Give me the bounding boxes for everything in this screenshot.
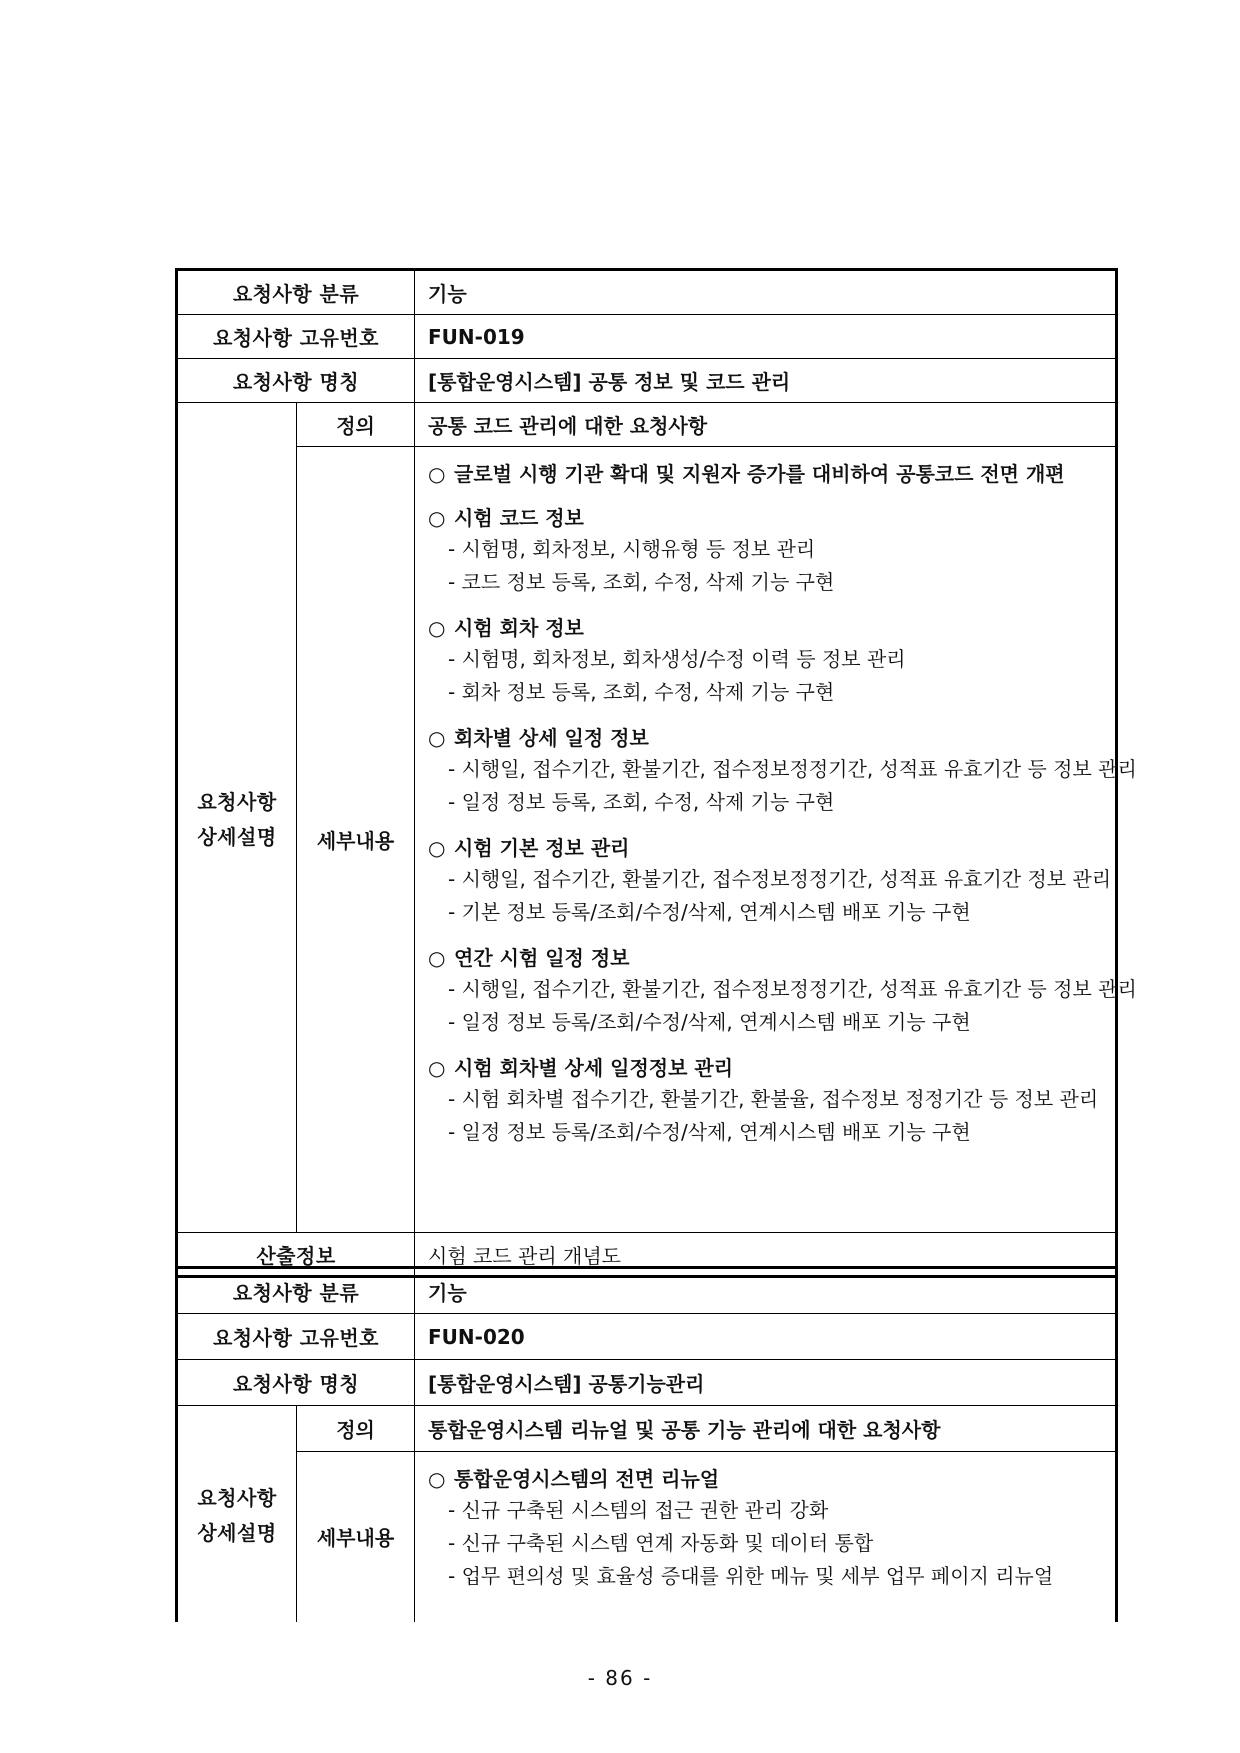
section-item: - 시행일, 접수기간, 환불기간, 접수정보정정기간, 성적표 유효기간 등 정보 관리 [448,977,1137,1001]
section-item: - 기본 정보 등록/조회/수정/삭제, 연계시스템 배포 기능 구현 [448,900,971,924]
content-value [415,447,1137,1233]
section-item: - 일정 정보 등록/조회/수정/삭제, 연계시스템 배포 기능 구현 [448,1120,971,1144]
section-heading [428,613,1105,643]
detail-section [428,943,1137,1039]
section-item: - 시험 회차별 접수기간, 환불기간, 환불율, 접수정보 정정기간 등 정보 관리 [448,1087,1099,1111]
section-item: - 업무 편의성 및 효율성 증대를 위한 메뉴 및 세부 업무 페이지 리뉴얼 [448,1564,1054,1588]
output-label: 산출정보 [177,1233,415,1277]
detail-label [177,403,297,1233]
row-content [177,447,1117,1233]
detail-label-line1: 요청사항 [197,789,277,814]
definition-value: 통합운영시스템 리뉴얼 및 공통 기능 관리에 대한 요청사항 [415,1406,1117,1452]
circle-bullet-icon: ○ [428,836,446,860]
row-name [177,359,1117,403]
content-label: 세부내용 [297,1452,415,1622]
page-number: - 86 - [587,1666,653,1690]
section-heading [428,943,1105,973]
row-content [177,1452,1117,1622]
circle-bullet-icon: ○ [428,1467,446,1491]
category-value: 기능 [415,270,1117,315]
row-category [177,1268,1117,1314]
section-item: - 시험명, 회차정보, 회차생성/수정 이력 등 정보 관리 [448,647,906,671]
detail-section [428,723,1137,819]
output-value: 시험 코드 관리 개념도 [415,1233,1117,1277]
section-list [428,459,1137,1149]
section-title: 회차별 상세 일정 정보 [454,726,649,750]
section-title: 시험 회차별 상세 일정정보 관리 [454,1056,734,1080]
section-title: 시험 회차 정보 [454,616,584,640]
definition-label: 정의 [297,403,415,447]
circle-bullet-icon: ○ [428,726,446,750]
detail-section [428,1464,1105,1593]
detail-label [177,1406,297,1622]
content-value [415,1452,1117,1622]
section-item: - 시험명, 회차정보, 시행유형 등 정보 관리 [448,537,816,561]
row-id [177,315,1117,359]
section-heading [428,1464,1105,1494]
name-label: 요청사항 명칭 [177,1360,415,1406]
detail-section [428,503,1105,599]
row-name [177,1360,1117,1406]
section-item: - 시행일, 접수기간, 환불기간, 접수정보정정기간, 성적표 유효기간 정보 관리 [448,867,1112,891]
section-heading [428,1053,1105,1083]
section-title: 글로벌 시행 기관 확대 및 지원자 증가를 대비하여 공통코드 전면 개편 [454,462,1065,486]
section-title: 시험 코드 정보 [454,506,584,530]
section-item: - 코드 정보 등록, 조회, 수정, 삭제 기능 구현 [448,570,835,594]
requirement-table-fun-020 [175,1266,1118,1622]
section-title: 연간 시험 일정 정보 [454,946,630,970]
section-item: - 신규 구축된 시스템의 접근 권한 관리 강화 [448,1498,829,1522]
id-label: 요청사항 고유번호 [177,315,415,359]
circle-bullet-icon: ○ [428,462,446,486]
section-item: - 일정 정보 등록/조회/수정/삭제, 연계시스템 배포 기능 구현 [448,1010,971,1034]
section-heading [428,459,1105,489]
detail-section [428,1053,1105,1149]
definition-label: 정의 [297,1406,415,1452]
circle-bullet-icon: ○ [428,1056,446,1080]
section-item: - 일정 정보 등록, 조회, 수정, 삭제 기능 구현 [448,790,835,814]
name-value: [통합운영시스템] 공통기능관리 [415,1360,1117,1406]
section-item: - 신규 구축된 시스템 연계 자동화 및 데이터 통합 [448,1531,874,1555]
row-definition [177,1406,1117,1452]
section-heading [428,833,1105,863]
section-title: 시험 기본 정보 관리 [454,836,630,860]
detail-section [428,613,1105,709]
circle-bullet-icon: ○ [428,616,446,640]
id-value: FUN-020 [415,1314,1117,1360]
definition-value: 공통 코드 관리에 대한 요청사항 [415,403,1117,447]
section-list [428,1464,1105,1593]
content-label: 세부내용 [297,447,415,1233]
section-title: 통합운영시스템의 전면 리뉴얼 [454,1467,720,1491]
detail-label-line2: 상세설명 [197,824,277,849]
name-value: [통합운영시스템] 공통 정보 및 코드 관리 [415,359,1117,403]
row-definition [177,403,1117,447]
circle-bullet-icon: ○ [428,946,446,970]
section-item: - 회차 정보 등록, 조회, 수정, 삭제 기능 구현 [448,680,835,704]
detail-label-line1: 요청사항 [197,1485,277,1510]
circle-bullet-icon: ○ [428,506,446,530]
name-label: 요청사항 명칭 [177,359,415,403]
detail-section [428,459,1105,489]
id-label: 요청사항 고유번호 [177,1314,415,1360]
category-value: 기능 [415,1268,1117,1314]
category-label: 요청사항 분류 [177,1268,415,1314]
row-category [177,270,1117,315]
id-value: FUN-019 [415,315,1117,359]
detail-section [428,833,1112,929]
requirement-table-fun-019 [175,268,1137,1278]
section-item: - 시행일, 접수기간, 환불기간, 접수정보정정기간, 성적표 유효기간 등 정보 관리 [448,757,1137,781]
section-heading [428,503,1105,533]
category-label: 요청사항 분류 [177,270,415,315]
row-id [177,1314,1117,1360]
detail-label-line2: 상세설명 [197,1520,277,1545]
section-heading [428,723,1105,753]
